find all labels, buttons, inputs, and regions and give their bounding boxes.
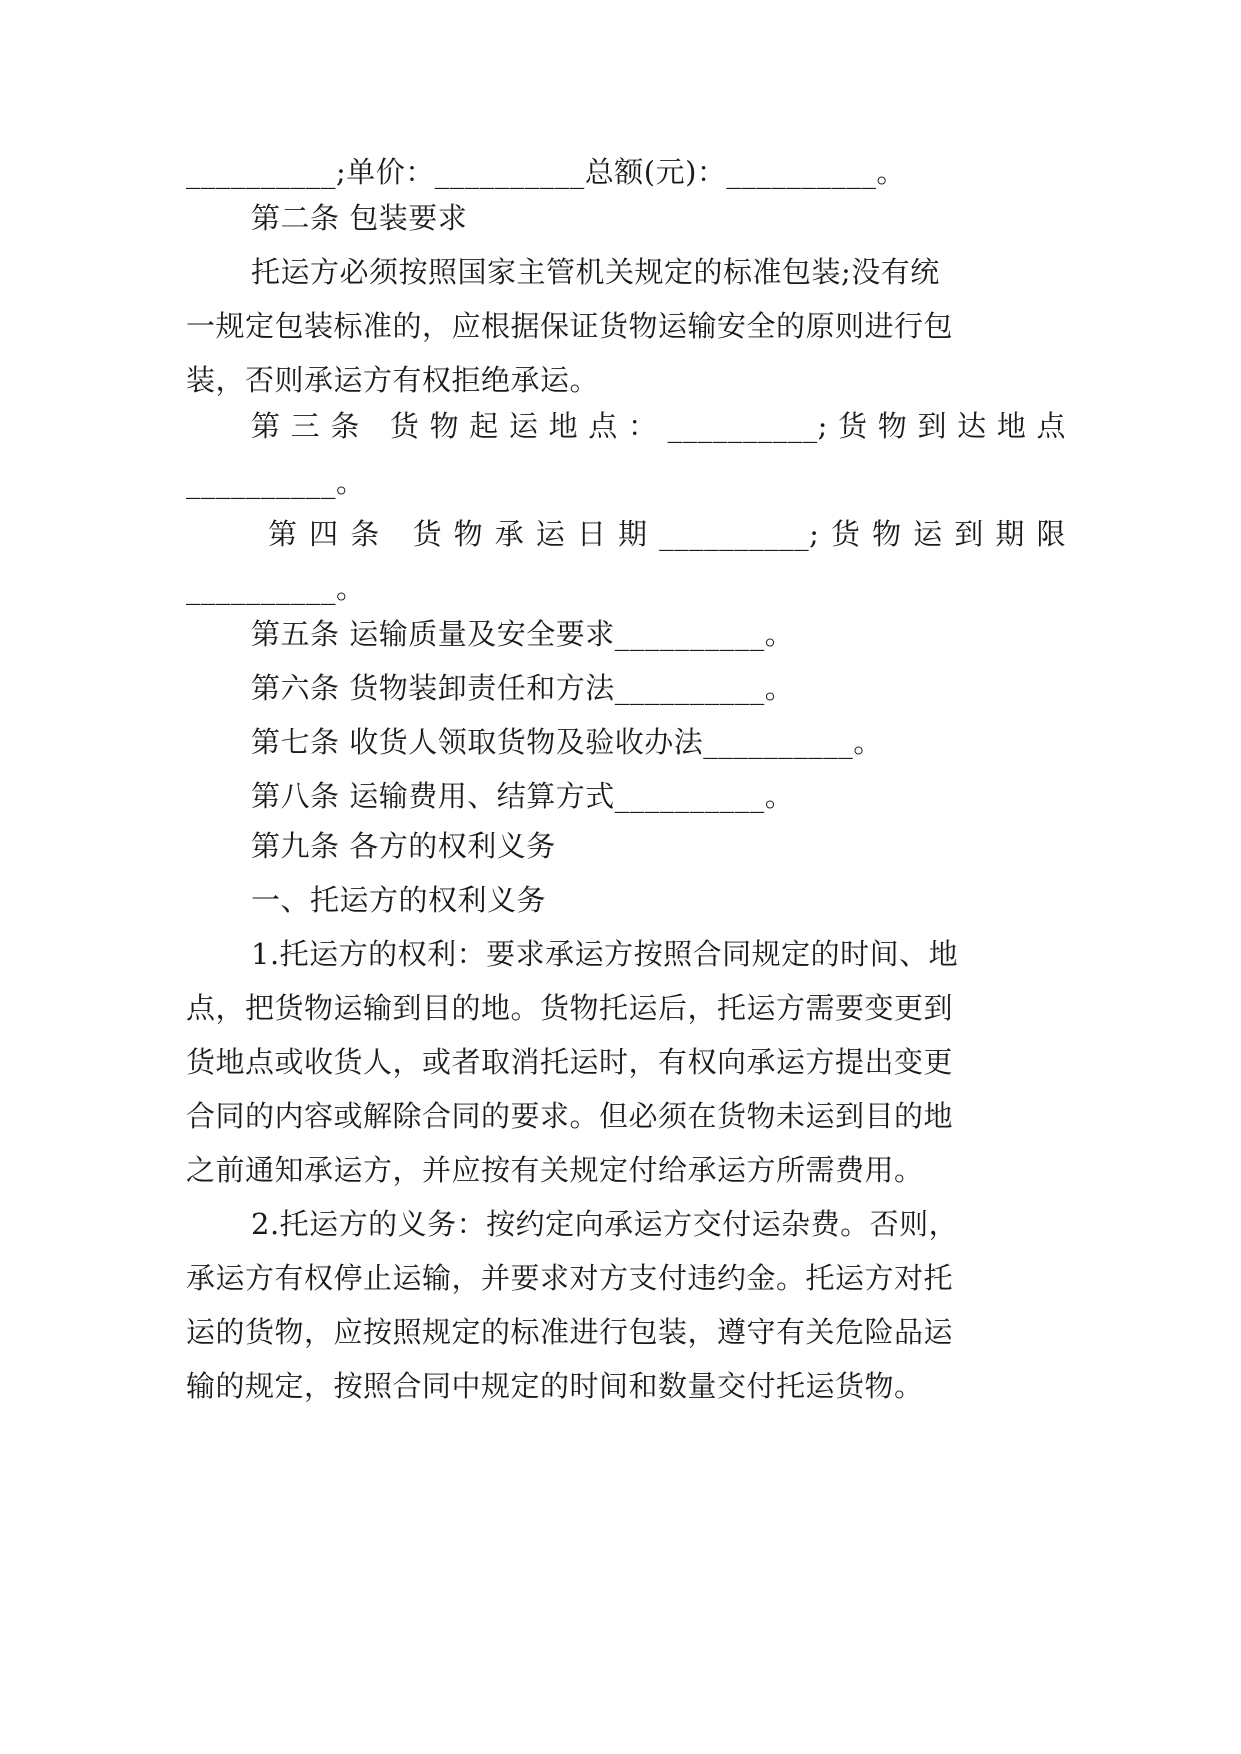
consignor-rights-line-2: 点，把货物运输到目的地。货物托运后，托运方需要变更到	[186, 991, 954, 1025]
consignor-rights-line-5: 之前通知承运方，并应按有关规定付给承运方所需费用。	[186, 1153, 924, 1187]
article-3-line-1: 第三条 货物起运地点：__________;货物到达地点	[251, 409, 1066, 443]
article-3-line-2: __________。	[186, 465, 366, 499]
consignor-duties-line-1: 2.托运方的义务：按约定向承运方交付运杂费。否则，	[251, 1207, 959, 1241]
consignor-rights-line-1: 1.托运方的权利：要求承运方按照合同规定的时间、地	[251, 937, 959, 971]
article-2-body-line-1: 托运方必须按照国家主管机关规定的标准包装;没有统	[251, 255, 940, 289]
consignor-rights-line-3: 货地点或收货人，或者取消托运时，有权向承运方提出变更	[186, 1045, 954, 1079]
article-4-line-2: __________。	[186, 571, 366, 605]
article-2-body-line-2: 一规定包装标准的，应根据保证货物运输安全的原则进行包	[186, 309, 954, 343]
article-6: 第六条 货物装卸责任和方法__________。	[251, 671, 795, 705]
article-5: 第五条 运输质量及安全要求__________。	[251, 617, 795, 651]
consignor-duties-line-4: 输的规定，按照合同中规定的时间和数量交付托运货物。	[186, 1369, 924, 1403]
section-1-heading: 一、托运方的权利义务	[251, 883, 547, 917]
consignor-duties-line-2: 承运方有权停止运输，并要求对方支付违约金。托运方对托	[186, 1261, 954, 1295]
article-8: 第八条 运输费用、结算方式__________。	[251, 779, 795, 813]
article-4-line-1: 第四条 货物承运日期__________;货物运到期限	[268, 517, 1066, 551]
article-9-heading: 第九条 各方的权利义务	[251, 829, 556, 863]
consignor-duties-line-3: 运的货物，应按照规定的标准进行包装，遵守有关危险品运	[186, 1315, 954, 1349]
article-7: 第七条 收货人领取货物及验收办法__________。	[251, 725, 883, 759]
article-2-heading: 第二条 包装要求	[251, 201, 468, 235]
article-2-body-line-3: 装，否则承运方有权拒绝承运。	[186, 363, 600, 397]
price-total-line: __________;单价：__________总额(元)：__________。	[186, 155, 906, 189]
consignor-rights-line-4: 合同的内容或解除合同的要求。但必须在货物未运到目的地	[186, 1099, 954, 1133]
